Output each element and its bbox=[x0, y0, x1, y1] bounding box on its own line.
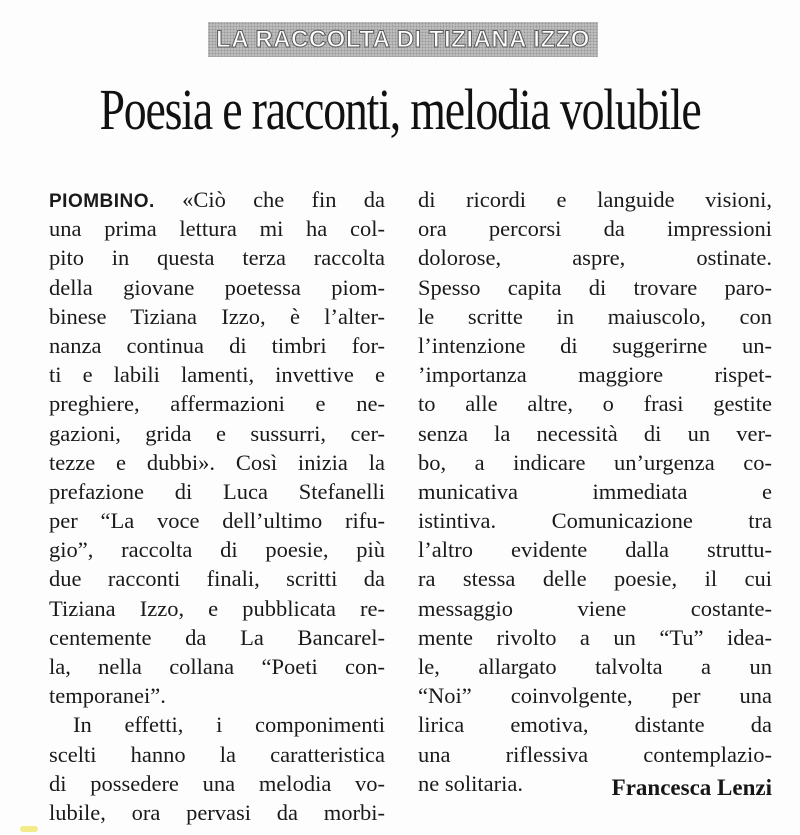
text-line: di possedere una melodia vo- bbox=[49, 770, 385, 796]
text-line: le scritte in maiuscolo, con bbox=[418, 303, 772, 329]
text-line: pito in questa terza raccolta bbox=[49, 245, 385, 271]
left-column bbox=[49, 185, 385, 827]
text-line: gio”, raccolta di poesie, più bbox=[49, 537, 385, 563]
text-line: dolorose, aspre, ostinate. bbox=[418, 245, 772, 271]
text-line: ra stessa delle poesie, il cui bbox=[418, 566, 772, 592]
text-line: Spesso capita di trovare paro- bbox=[418, 274, 772, 300]
text-line: le, allargato talvolta a un bbox=[418, 654, 772, 679]
text-line: Tiziana Izzo, e pubblicata re- bbox=[49, 595, 385, 621]
text-line: una prima lettura mi ha col- bbox=[49, 216, 385, 242]
kicker-container bbox=[0, 22, 800, 57]
text-line: l’intenzione di suggerirne un- bbox=[418, 332, 772, 358]
text-line: messaggio viene costante- bbox=[418, 595, 772, 621]
text-line: nanza continua di timbri for- bbox=[49, 332, 385, 358]
text-line: tezze e dubbi». Così inizia la bbox=[49, 449, 385, 475]
text-line: gazioni, grida e sussurri, cer- bbox=[49, 420, 385, 446]
text-line: preghiere, affermazioni e ne- bbox=[49, 391, 385, 417]
text-line: per “La voce dell’ultimo rifu- bbox=[49, 508, 385, 534]
text-line: ’importanza maggiore rispet- bbox=[418, 362, 772, 388]
headline: Poesia e racconti, melodia volubile bbox=[99, 77, 701, 142]
text-line: ti e labili lamenti, invettive e bbox=[49, 362, 385, 388]
text-line: municativa immediata e bbox=[418, 478, 772, 504]
text-line: centemente da La Bancarel- bbox=[49, 624, 385, 650]
kicker-label: LA RACCOLTA DI TIZIANA IZZO bbox=[208, 22, 598, 57]
first-line bbox=[49, 185, 385, 214]
text-line: senza la necessità di un ver- bbox=[418, 420, 772, 446]
dateline: PIOMBINO. bbox=[49, 191, 155, 212]
text-line: ora percorsi da impressioni bbox=[418, 216, 772, 242]
text-line: to alle altre, o frasi gestite bbox=[418, 391, 772, 417]
text-line: istintiva. Comunicazione tra bbox=[418, 508, 772, 534]
text-line: temporanei”. bbox=[49, 683, 166, 709]
paper-speck bbox=[20, 826, 38, 832]
right-column bbox=[418, 185, 772, 798]
text-line: prefazione di Luca Stefanelli bbox=[49, 478, 385, 504]
text-line: binese Tiziana Izzo, è l’alter- bbox=[49, 303, 385, 329]
text-line: lubile, ora pervasi da morbi- bbox=[49, 799, 385, 825]
first-line-text: «Ciò che fin da bbox=[182, 187, 385, 212]
text-line: lirica emotiva, distante da bbox=[418, 712, 772, 738]
text-line: “Noi” coinvolgente, per una bbox=[418, 683, 772, 709]
text-line: ne solitaria. bbox=[418, 770, 523, 796]
text-line: di ricordi e languide visioni, bbox=[418, 187, 772, 212]
text-line: bo, a indicare un’urgenza co- bbox=[418, 449, 772, 475]
text-line: l’altro evidente dalla struttu- bbox=[418, 537, 772, 563]
text-line: due racconti finali, scritti da bbox=[49, 566, 385, 592]
text-line: scelti hanno la caratteristica bbox=[49, 741, 385, 767]
text-line: mente rivolto a un “Tu” idea- bbox=[418, 624, 772, 650]
text-line: la, nella collana “Poeti con- bbox=[49, 654, 385, 679]
text-line: della giovane poetessa piom- bbox=[49, 274, 385, 300]
author-byline: Francesca Lenzi bbox=[611, 775, 772, 800]
paragraph-start-line: In effetti, i componimenti bbox=[73, 712, 385, 738]
text-line: una riflessiva contemplazio- bbox=[418, 741, 772, 767]
